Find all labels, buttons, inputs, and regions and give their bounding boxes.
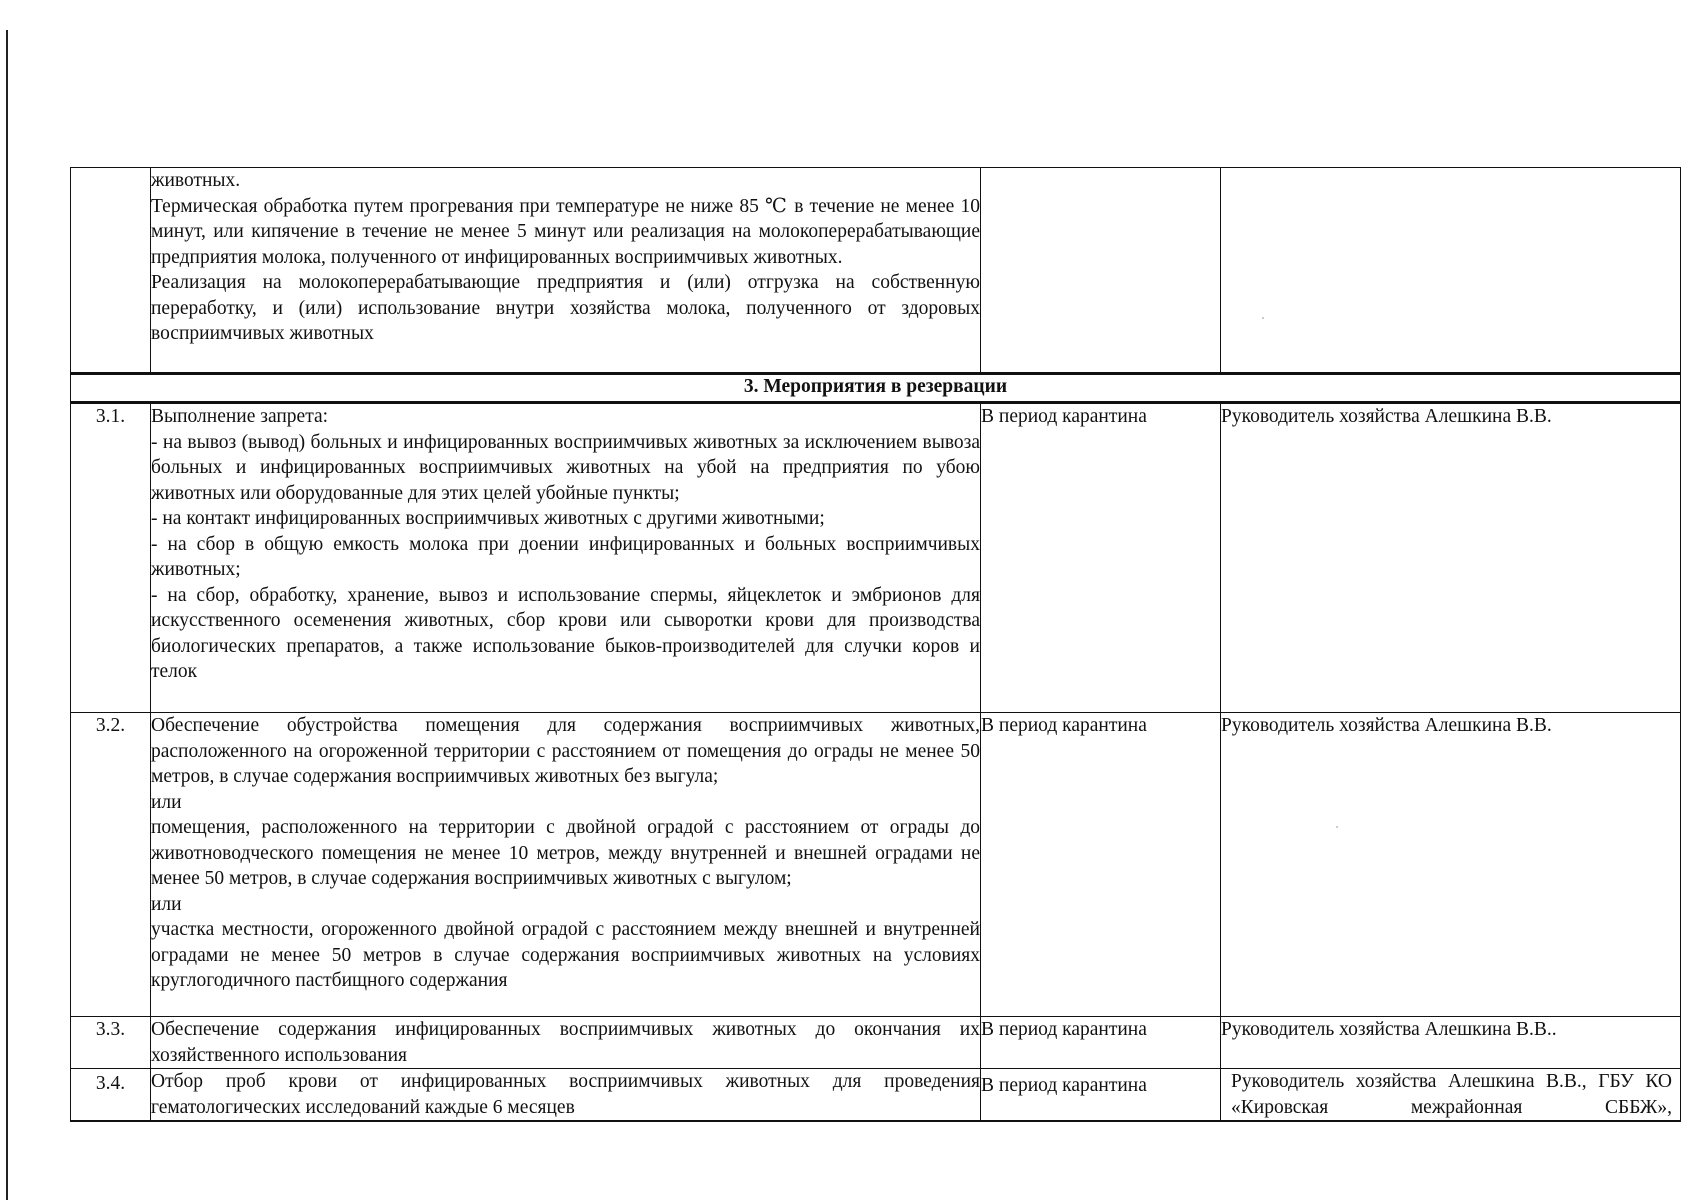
row-period: В период карантина	[981, 1069, 1221, 1122]
row-number: 3.2.	[71, 713, 151, 1017]
measure-line: - на сбор, обработку, хранение, вывоз и использование спермы, яйцеклеток и эмбрионов для искусственного осеменения животных, сбор крови или сыворотки крови для производства биологических препаратов, а также использование быков-производителей для случки коров и телок	[151, 584, 980, 682]
row-period: В период карантина	[981, 713, 1221, 1017]
measure-line: помещения, расположенного на территории с двойной оградой с расстоянием от ограды до животноводческого помещения не менее 10 метров, между внутренней и внешней оградами не менее 50 метров, в случае содержания восприимчивых животных с выгулом;	[151, 817, 980, 889]
row-number-cell	[71, 168, 151, 374]
section-title: 3. Мероприятия в резервации	[71, 374, 1681, 403]
row-number: 3.1.	[71, 403, 151, 713]
row-responsible-cell	[1221, 168, 1681, 374]
page-margin-line	[6, 30, 8, 1200]
row-responsible-cell	[1221, 1069, 1681, 1122]
row-measure-cell	[151, 1017, 981, 1069]
measure-line: - на контакт инфицированных восприимчивых животных с другими животными;	[151, 508, 825, 529]
measure-line: Реализация на молокоперерабатывающие предприятия и (или) отгрузка на собственную переработку, и (или) использование внутри хозяйства молока, полученного от здоровых восприимчивых животных	[151, 272, 980, 344]
table-row	[71, 1069, 1681, 1122]
measure-line: Обеспечение содержания инфицированных восприимчивых животных до окончания их хозяйственного использования	[151, 1019, 980, 1066]
row-period: В период карантина	[981, 403, 1221, 713]
row-responsible: Руководитель хозяйства Алешкина В.В.	[1221, 403, 1681, 713]
measure-line: Отбор проб крови от инфицированных восприимчивых животных для проведения гематологических исследований каждые 6 месяцев	[151, 1071, 980, 1118]
measure-line: - на вывоз (вывод) больных и инфицированных восприимчивых животных за исключением вывоза больных и инфицированных восприимчивых животных на убой на предприятия по убою животных или оборудованные для этих целей убойные пункты;	[151, 431, 980, 504]
row-measure-cell	[151, 168, 981, 374]
section-heading-row	[71, 374, 1681, 403]
measure-line: или	[151, 791, 182, 813]
measure-line: Выполнение запрета:	[151, 406, 329, 427]
row-number: 3.3.	[71, 1017, 151, 1069]
measure-line: - на сбор в общую емкость молока при доении инфицированных и больных восприимчивых животных;	[151, 533, 980, 580]
row-measure-cell	[151, 713, 981, 1017]
row-period-cell	[981, 168, 1221, 374]
measure-line: Термическая обработка путем прогревания при температуре не ниже 85 ℃ в течение не менее 10 минут, или кипячение в течение не менее 5 минут или реализация на молокоперерабатывающие предприятия молока, полученного от инфицированных восприимчивых животных.	[151, 195, 980, 268]
table-row-continuation	[71, 168, 1681, 374]
measure-line: Обеспечение обустройства помещения для содержания восприимчивых животных, расположенного на огороженной территории с расстоянием от помещения до ограды не менее 50 метров, в случае содержания восприимчивых животных без выгула;	[151, 715, 980, 787]
table-row	[71, 403, 1681, 713]
measure-line: участка местности, огороженного двойной оградой с расстоянием между внешней и внутренней оградами не менее 50 метров в случае содержания восприимчивых животных на условиях круглогодичного пастбищного содержания	[151, 919, 980, 991]
row-responsible: Руководитель хозяйства Алешкина В.В., ГБУ КО «Кировская межрайонная СББЖ»,	[1231, 1071, 1672, 1118]
measure-line: животных.	[151, 170, 241, 191]
row-measure-cell	[151, 403, 981, 713]
row-period: В период карантина	[981, 1017, 1221, 1069]
measures-table	[70, 167, 1681, 1122]
row-number: 3.4.	[71, 1069, 151, 1122]
measure-line: или	[151, 893, 182, 915]
row-measure-cell	[151, 1069, 981, 1122]
row-responsible: Руководитель хозяйства Алешкина В.В..	[1221, 1017, 1681, 1069]
table-row	[71, 713, 1681, 1017]
table-row	[71, 1017, 1681, 1069]
row-responsible: Руководитель хозяйства Алешкина В.В.	[1221, 713, 1681, 1017]
